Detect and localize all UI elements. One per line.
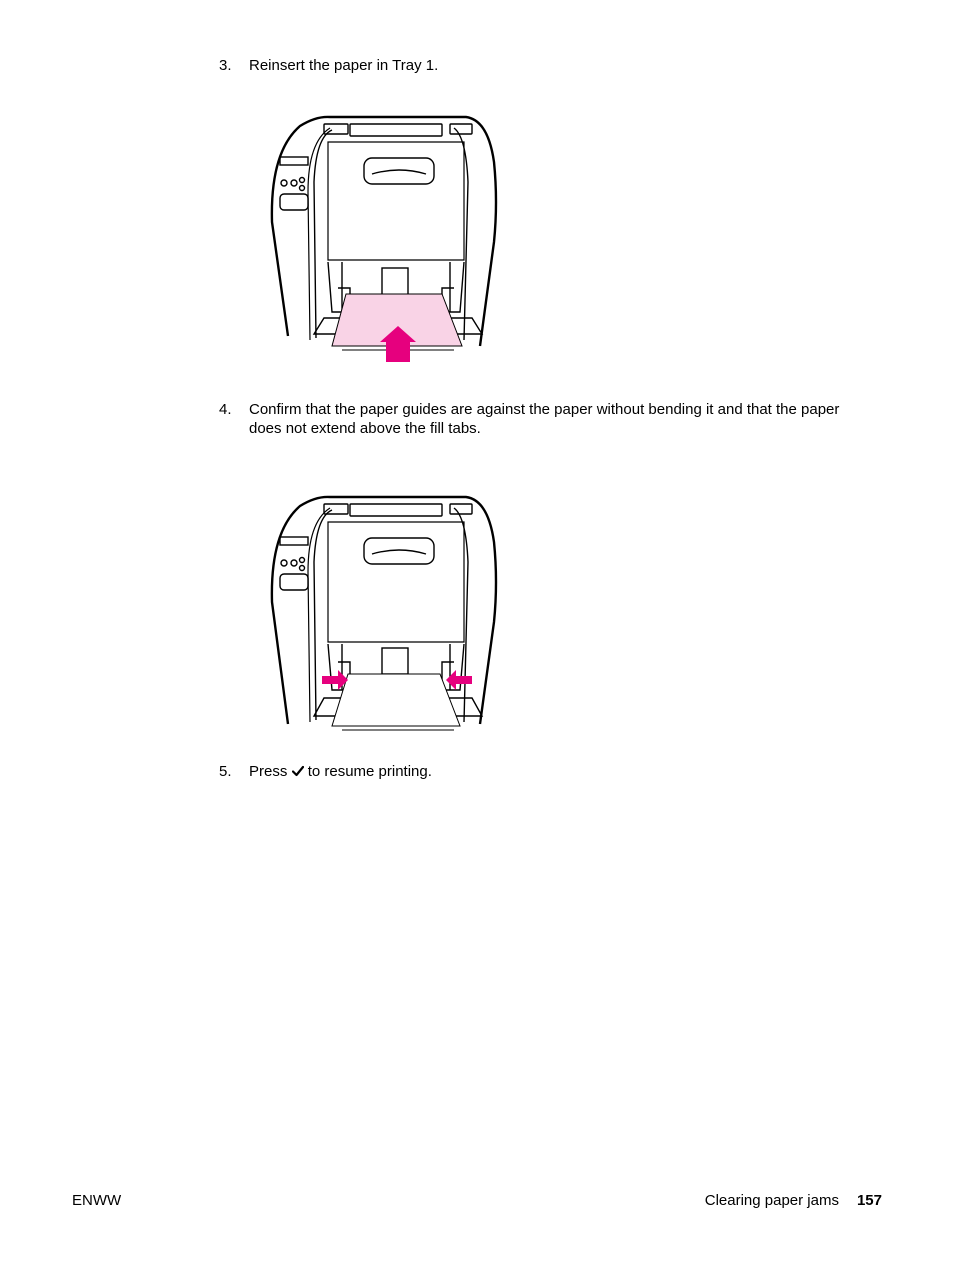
step-text: Reinsert the paper in Tray 1. [249, 57, 439, 74]
step-text-line-2: does not extend above the fill tabs. [249, 420, 481, 437]
step-text-before: Press [249, 763, 288, 780]
step-text-line-1: Confirm that the paper guides are against the paper without bending it and that the paper [249, 401, 840, 418]
footer-right [705, 1192, 882, 1209]
printer-paper-guides-illustration [268, 492, 500, 734]
step-number: 5. [219, 763, 232, 780]
step-text-after: to resume printing. [307, 763, 432, 780]
page-number: 157 [856, 1192, 882, 1209]
checkmark-icon [292, 765, 304, 777]
printer-tray1-insert-illustration [268, 112, 500, 364]
printer-illustration [268, 112, 500, 364]
footer-section-title: Clearing paper jams [704, 1192, 839, 1209]
step-number: 4. [219, 401, 232, 418]
step-text [249, 762, 432, 781]
step-number: 3. [219, 57, 232, 74]
printer-illustration [268, 492, 500, 734]
footer-left-label: ENWW [72, 1192, 122, 1209]
